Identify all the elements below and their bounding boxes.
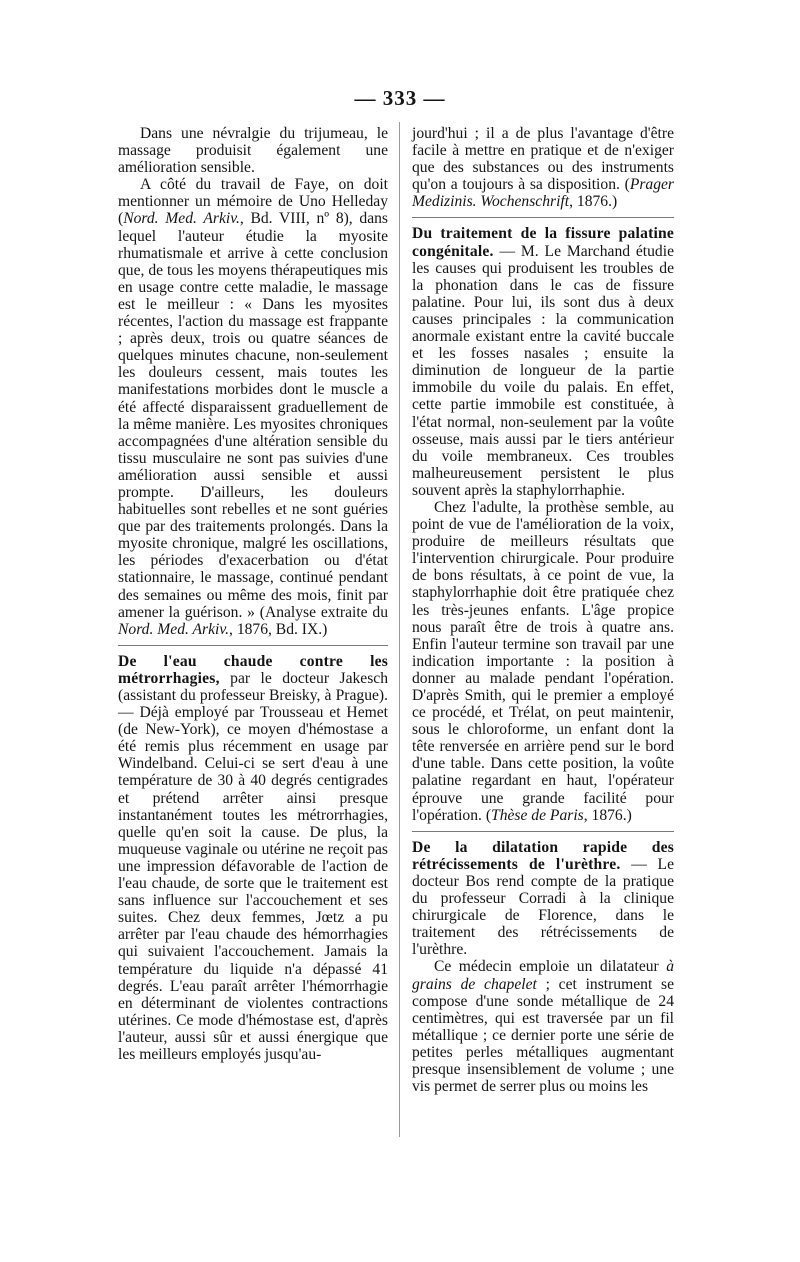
citation: Nord. Med. Arkiv. [118, 620, 230, 638]
paragraph-neuralgia [118, 125, 388, 176]
paragraph-text: ; cet instrument se compose d'une sonde métallique de 24 centimètres, qui est traversée par un fil métallique ; ce dernier porte une série de petites perles métalliques augmentant presque insensiblement de volume ; une vis permet de serrer plus ou moins les [412, 975, 674, 1096]
section-paragraph [412, 958, 674, 1095]
paragraph-text: par le docteur Jakesch (assistant du professeur Breisky, à Prague). — Déjà employé par Trousseau et Hemet (de New-York), ce moyen d'hémostase a été remis plus récemment en usage par Windelband. Celui-ci se sert d'eau à une température de 30 à 40 degrés centigrades et prétend arrêter ainsi presque instantanément toutes les métrorrhagies, quelle qu'en soit la cause. De plus, la muqueuse vaginale ou utérine ne reçoit pas une impression défavorable de l'action de l'eau chaude, de sorte que le traitement est sans influence sur l'accouchement et ses suites. Chez deux femmes, Jœtz a pu arrêter par l'eau chaude des hémorrhagies qui suivaient l'accouchement. Jamais la température du liquide n'a dépassé 41 degrés. L'eau paraît arrêter l'hémorrhagie en déterminant de violentes contractions utérines. Ce mode d'hémostase est, d'après l'auteur, aussi sûr et aussi énergique que les meilleurs employés jusqu'au- [118, 669, 388, 1063]
paragraph-myositis [118, 176, 388, 638]
paragraph-text: , 1876.) [569, 193, 618, 211]
right-column [412, 125, 674, 1095]
paragraph-text: , 1876.) [583, 806, 632, 824]
citation: Prager Medizinis. Wochenschrift [412, 176, 674, 211]
page-number: — 333 — [354, 86, 446, 110]
section-hot-water [118, 645, 388, 1063]
section-title: Du traitement de la fissure palatine congénitale. [412, 225, 674, 260]
section-title: De la dilatation rapide des rétrécissements de l'urèthre. [412, 838, 674, 873]
citation: Nord. Med. Arkiv. [123, 210, 240, 228]
paragraph-text: — Le docteur Bos rend compte de la pratique du professeur Corradi à la clinique chirurgicale de Florence, dans le traitement des rétrécissements de l'urèthre. [412, 855, 675, 959]
section-paragraph [118, 653, 388, 1063]
section-paragraph [412, 839, 674, 959]
section-title: De l'eau chaude contre les métrorrhagies, [118, 652, 388, 687]
paragraph-text: Dans une névralgie du trijumeau, le massage produisit également une amélioration sensible. [118, 125, 388, 177]
paragraph-text: Ce médecin emploie un dilatateur [434, 958, 667, 976]
left-column [118, 125, 388, 1063]
emphasis: à grains de chapelet [412, 958, 674, 993]
section-paragraph [412, 225, 674, 499]
paragraph-text: — M. Le Marchand étudie les causes qui produisent les troubles de la phonation dans le cas de fissure palatine. Pour lui, ils sont dus à deux causes principales : la communication anormale existant entre la cavité buccale et les fosses nasales ; ensuite la diminution de longueur de la partie immobile du voile du palais. En effet, cette partie immobile est constituée, à l'état normal, non-seulement par la voûte osseuse, mais aussi par le tiers antérieur du voile membraneux. Ces troubles malheureusement persistent le plus souvent après la staphylorrhaphie. [412, 242, 674, 499]
section-paragraph [412, 499, 674, 824]
column-divider [399, 122, 400, 1137]
citation: Thèse de Paris [491, 806, 584, 824]
paragraph-text: , 1876, Bd. IX.) [229, 620, 328, 638]
paragraph-text: , Bd. VIII, nº 8), dans lequel l'auteur étudie la myosite rhumatismale et arrive à cette conclusion que, de tous les moyens thérapeutiques mis en usage contre cette maladie, le massage est le meilleur : « Dans les myosites récentes, l'action du massage est frappante ; après deux, trois ou quatre séances de quelques minutes chacune, non-seulement les douleurs cessent, mais toutes les manifestations morbides dont le muscle a été affecté disparaissent graduellement de la même manière. Les myosites chroniques accompagnées d'une altération sensible du tissu musculaire ne sont pas suivies d'une amélioration aussi sensible et aussi prompte. D'ailleurs, les douleurs habituelles sont rebelles et ne sont guéries que par des traitements prolongés. Dans la myosite chronique, malgré les oscillations, les périodes d'exacerbation ou d'état stationnaire, le massage, continué pendant des semaines ou même des mois, finit par amener la guérison. » (Analyse extraite du [118, 210, 389, 621]
paragraph-text: Chez l'adulte, la prothèse semble, au point de vue de l'amélioration de la voix, produire de meilleurs résultats que l'intervention chirurgicale. Pour produire de bons résultats, à ce point de vue, la staphylorrhaphie doit être pratiquée chez les très-jeunes enfants. L'âge propice nous paraît être de trois à quatre ans. Enfin l'auteur termine son travail par une indication importante : la position à donner au malade pendant l'opération. D'après Smith, qui le premier a employé ce procédé, et Trélat, on peut maintenir, sous le chloroforme, un enfant dont la tête renversée en arrière pend sur le bord d'une table. Dans cette position, la voûte palatine regardant en haut, l'opérateur éprouve une grande facilité pour l'opération. ( [412, 498, 674, 824]
section-urethra [412, 831, 674, 1095]
paragraph-text: A côté du travail de Faye, on doit mentionner un mémoire de Uno Helleday ( [118, 176, 388, 228]
paragraph-continued [412, 125, 674, 210]
paragraph-text: jourd'hui ; il a de plus l'avantage d'être facile à mettre en pratique et de n'exiger que des substances ou des instruments qu'on a toujours à sa disposition. ( [412, 125, 674, 194]
section-cleft-palate [412, 217, 674, 823]
